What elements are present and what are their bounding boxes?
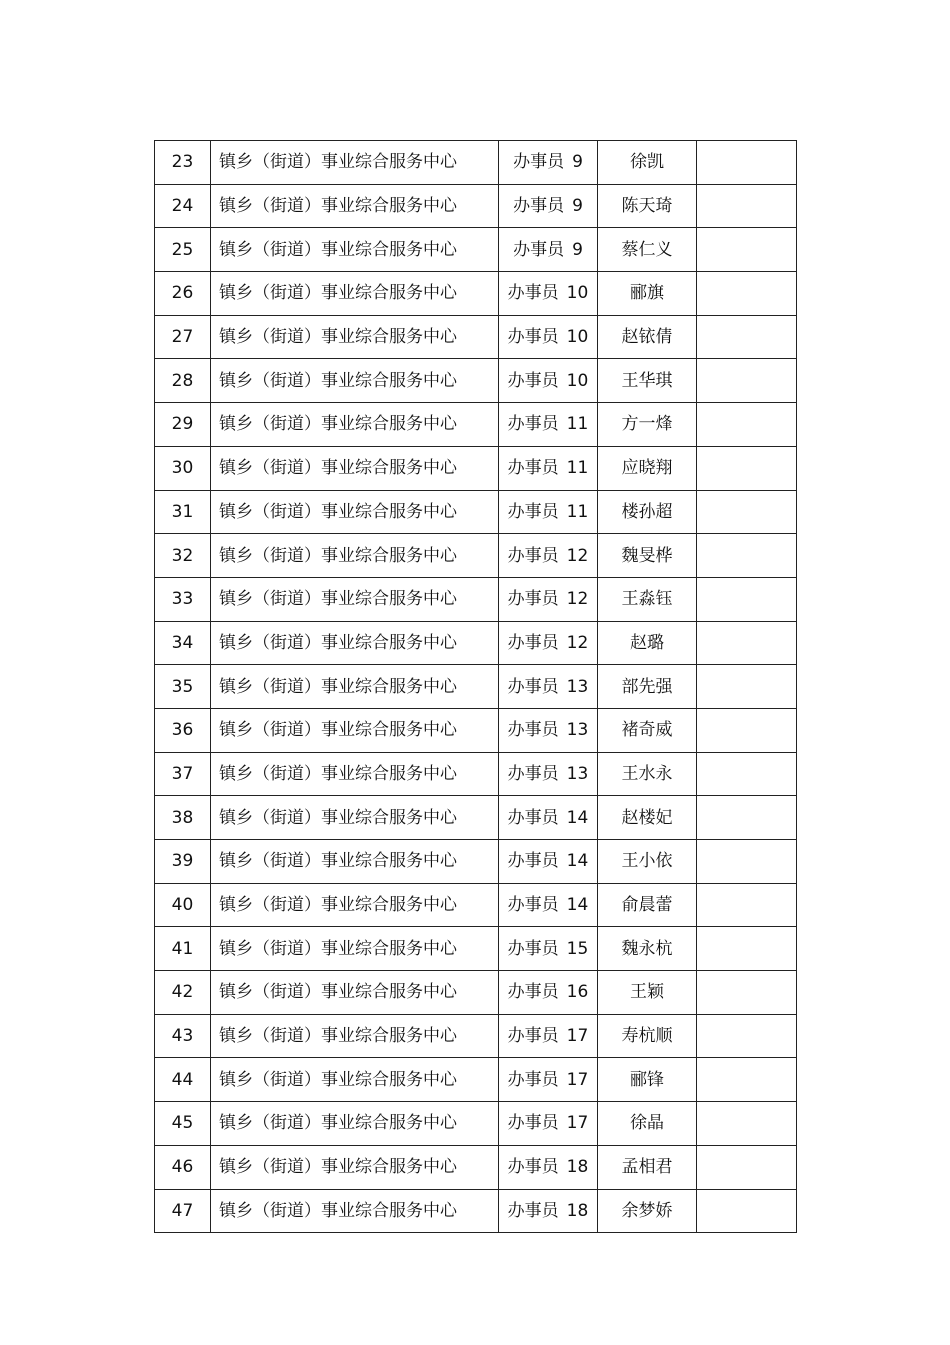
person-name-cell: 王水永: [598, 752, 697, 796]
position-number: 11: [566, 414, 589, 435]
position-number: 12: [566, 589, 589, 610]
row-number-cell: 37: [155, 752, 211, 796]
position-title: 办事员: [507, 414, 559, 435]
position-title: 办事员: [507, 763, 559, 784]
person-name-cell: 楼孙超: [598, 490, 697, 534]
position-title: 办事员: [507, 982, 559, 1003]
table-row: [155, 490, 797, 534]
remarks-cell: [697, 883, 797, 927]
position-cell: [499, 534, 598, 578]
remarks-cell: [697, 534, 797, 578]
row-number-cell: 41: [155, 927, 211, 971]
row-number-cell: 45: [155, 1102, 211, 1146]
position-number: 12: [566, 632, 589, 653]
position-title: 办事员: [513, 239, 565, 260]
remarks-cell: [697, 490, 797, 534]
remarks-cell: [697, 184, 797, 228]
person-name-cell: 徐晶: [598, 1102, 697, 1146]
table-row: [155, 534, 797, 578]
table-row: [155, 883, 797, 927]
position-number: 12: [566, 545, 589, 566]
row-number-cell: 44: [155, 1058, 211, 1102]
table-row: [155, 796, 797, 840]
unit-name-cell: 镇乡（街道）事业综合服务中心: [211, 577, 499, 621]
remarks-cell: [697, 1102, 797, 1146]
position-cell: [499, 665, 598, 709]
remarks-cell: [697, 359, 797, 403]
person-name-cell: 孟相君: [598, 1145, 697, 1189]
position-number: 9: [572, 239, 583, 260]
unit-name-cell: 镇乡（街道）事业综合服务中心: [211, 1102, 499, 1146]
row-number-cell: 43: [155, 1014, 211, 1058]
row-number-cell: 28: [155, 359, 211, 403]
position-cell: [499, 708, 598, 752]
position-title: 办事员: [507, 632, 559, 653]
remarks-cell: [697, 621, 797, 665]
person-name-cell: 寿杭顺: [598, 1014, 697, 1058]
person-name-cell: 蔡仁义: [598, 228, 697, 272]
person-name-cell: 褚奇威: [598, 708, 697, 752]
remarks-cell: [697, 1189, 797, 1233]
remarks-cell: [697, 228, 797, 272]
unit-name-cell: 镇乡（街道）事业综合服务中心: [211, 971, 499, 1015]
remarks-cell: [697, 752, 797, 796]
table-row: [155, 927, 797, 971]
position-cell: [499, 1145, 598, 1189]
person-name-cell: 王淼钰: [598, 577, 697, 621]
remarks-cell: [697, 971, 797, 1015]
row-number-cell: 32: [155, 534, 211, 578]
unit-name-cell: 镇乡（街道）事业综合服务中心: [211, 840, 499, 884]
unit-name-cell: 镇乡（街道）事业综合服务中心: [211, 1014, 499, 1058]
position-cell: [499, 796, 598, 840]
row-number-cell: 25: [155, 228, 211, 272]
position-title: 办事员: [507, 1069, 559, 1090]
position-title: 办事员: [507, 851, 559, 872]
unit-name-cell: 镇乡（街道）事业综合服务中心: [211, 665, 499, 709]
position-cell: [499, 927, 598, 971]
position-title: 办事员: [507, 1026, 559, 1047]
table-row: [155, 403, 797, 447]
remarks-cell: [697, 840, 797, 884]
roster-table: [154, 140, 797, 1233]
position-cell: [499, 490, 598, 534]
position-title: 办事员: [513, 196, 565, 217]
position-number: 13: [566, 763, 589, 784]
position-cell: [499, 621, 598, 665]
remarks-cell: [697, 1145, 797, 1189]
row-number-cell: 39: [155, 840, 211, 884]
position-number: 10: [566, 327, 589, 348]
remarks-cell: [697, 272, 797, 316]
unit-name-cell: 镇乡（街道）事业综合服务中心: [211, 1189, 499, 1233]
position-title: 办事员: [507, 545, 559, 566]
table-row: [155, 708, 797, 752]
position-cell: [499, 359, 598, 403]
remarks-cell: [697, 708, 797, 752]
unit-name-cell: 镇乡（街道）事业综合服务中心: [211, 315, 499, 359]
roster-table-body: [155, 141, 797, 1233]
unit-name-cell: 镇乡（街道）事业综合服务中心: [211, 490, 499, 534]
position-number: 13: [566, 720, 589, 741]
position-cell: [499, 272, 598, 316]
row-number-cell: 34: [155, 621, 211, 665]
position-cell: [499, 403, 598, 447]
table-row: [155, 1058, 797, 1102]
person-name-cell: 郦锋: [598, 1058, 697, 1102]
person-name-cell: 王颖: [598, 971, 697, 1015]
position-title: 办事员: [507, 327, 559, 348]
table-row: [155, 1014, 797, 1058]
remarks-cell: [697, 315, 797, 359]
person-name-cell: 应晓翔: [598, 446, 697, 490]
row-number-cell: 29: [155, 403, 211, 447]
remarks-cell: [697, 577, 797, 621]
position-title: 办事员: [507, 720, 559, 741]
table-row: [155, 272, 797, 316]
person-name-cell: 赵璐: [598, 621, 697, 665]
person-name-cell: 部先强: [598, 665, 697, 709]
position-cell: [499, 1014, 598, 1058]
table-row: [155, 1189, 797, 1233]
position-cell: [499, 184, 598, 228]
person-name-cell: 魏旻桦: [598, 534, 697, 578]
position-title: 办事员: [507, 938, 559, 959]
table-row: [155, 1102, 797, 1146]
position-cell: [499, 228, 598, 272]
table-row: [155, 577, 797, 621]
position-number: 14: [566, 851, 589, 872]
person-name-cell: 郦旗: [598, 272, 697, 316]
position-title: 办事员: [507, 1113, 559, 1134]
position-number: 11: [566, 501, 589, 522]
position-number: 9: [572, 152, 583, 173]
table-row: [155, 141, 797, 185]
table-row: [155, 446, 797, 490]
position-title: 办事员: [507, 807, 559, 828]
table-row: [155, 840, 797, 884]
position-number: 17: [566, 1026, 589, 1047]
position-title: 办事员: [507, 283, 559, 304]
position-cell: [499, 141, 598, 185]
row-number-cell: 33: [155, 577, 211, 621]
position-number: 16: [566, 982, 589, 1003]
position-title: 办事员: [507, 676, 559, 697]
remarks-cell: [697, 927, 797, 971]
position-number: 10: [566, 370, 589, 391]
row-number-cell: 47: [155, 1189, 211, 1233]
unit-name-cell: 镇乡（街道）事业综合服务中心: [211, 796, 499, 840]
row-number-cell: 40: [155, 883, 211, 927]
position-title: 办事员: [507, 589, 559, 610]
position-cell: [499, 971, 598, 1015]
position-number: 9: [572, 196, 583, 217]
position-cell: [499, 446, 598, 490]
position-number: 13: [566, 676, 589, 697]
position-cell: [499, 577, 598, 621]
position-title: 办事员: [507, 1157, 559, 1178]
position-number: 14: [566, 895, 589, 916]
unit-name-cell: 镇乡（街道）事业综合服务中心: [211, 141, 499, 185]
row-number-cell: 31: [155, 490, 211, 534]
position-title: 办事员: [507, 895, 559, 916]
remarks-cell: [697, 1058, 797, 1102]
unit-name-cell: 镇乡（街道）事业综合服务中心: [211, 184, 499, 228]
unit-name-cell: 镇乡（街道）事业综合服务中心: [211, 359, 499, 403]
unit-name-cell: 镇乡（街道）事业综合服务中心: [211, 752, 499, 796]
person-name-cell: 徐凯: [598, 141, 697, 185]
remarks-cell: [697, 403, 797, 447]
position-number: 14: [566, 807, 589, 828]
unit-name-cell: 镇乡（街道）事业综合服务中心: [211, 883, 499, 927]
row-number-cell: 24: [155, 184, 211, 228]
person-name-cell: 赵楼妃: [598, 796, 697, 840]
row-number-cell: 36: [155, 708, 211, 752]
row-number-cell: 35: [155, 665, 211, 709]
position-cell: [499, 1102, 598, 1146]
position-number: 10: [566, 283, 589, 304]
position-number: 11: [566, 458, 589, 479]
table-row: [155, 665, 797, 709]
table-row: [155, 971, 797, 1015]
position-cell: [499, 752, 598, 796]
unit-name-cell: 镇乡（街道）事业综合服务中心: [211, 228, 499, 272]
table-row: [155, 752, 797, 796]
row-number-cell: 26: [155, 272, 211, 316]
position-cell: [499, 883, 598, 927]
unit-name-cell: 镇乡（街道）事业综合服务中心: [211, 1058, 499, 1102]
person-name-cell: 魏永杭: [598, 927, 697, 971]
person-name-cell: 王小依: [598, 840, 697, 884]
person-name-cell: 赵铱倩: [598, 315, 697, 359]
position-title: 办事员: [513, 152, 565, 173]
position-title: 办事员: [507, 1200, 559, 1221]
unit-name-cell: 镇乡（街道）事业综合服务中心: [211, 927, 499, 971]
position-cell: [499, 315, 598, 359]
row-number-cell: 46: [155, 1145, 211, 1189]
position-cell: [499, 1058, 598, 1102]
table-row: [155, 1145, 797, 1189]
remarks-cell: [697, 665, 797, 709]
person-name-cell: 陈天琦: [598, 184, 697, 228]
unit-name-cell: 镇乡（街道）事业综合服务中心: [211, 1145, 499, 1189]
remarks-cell: [697, 141, 797, 185]
row-number-cell: 27: [155, 315, 211, 359]
position-title: 办事员: [507, 370, 559, 391]
position-number: 18: [566, 1200, 589, 1221]
table-row: [155, 621, 797, 665]
position-number: 15: [566, 938, 589, 959]
row-number-cell: 38: [155, 796, 211, 840]
unit-name-cell: 镇乡（街道）事业综合服务中心: [211, 534, 499, 578]
unit-name-cell: 镇乡（街道）事业综合服务中心: [211, 621, 499, 665]
table-row: [155, 315, 797, 359]
table-row: [155, 359, 797, 403]
row-number-cell: 23: [155, 141, 211, 185]
position-number: 17: [566, 1113, 589, 1134]
person-name-cell: 余梦娇: [598, 1189, 697, 1233]
person-name-cell: 方一烽: [598, 403, 697, 447]
unit-name-cell: 镇乡（街道）事业综合服务中心: [211, 446, 499, 490]
table-row: [155, 184, 797, 228]
position-cell: [499, 840, 598, 884]
unit-name-cell: 镇乡（街道）事业综合服务中心: [211, 708, 499, 752]
row-number-cell: 30: [155, 446, 211, 490]
table-row: [155, 228, 797, 272]
position-title: 办事员: [507, 501, 559, 522]
unit-name-cell: 镇乡（街道）事业综合服务中心: [211, 272, 499, 316]
row-number-cell: 42: [155, 971, 211, 1015]
position-cell: [499, 1189, 598, 1233]
position-number: 18: [566, 1157, 589, 1178]
remarks-cell: [697, 796, 797, 840]
unit-name-cell: 镇乡（街道）事业综合服务中心: [211, 403, 499, 447]
position-number: 17: [566, 1069, 589, 1090]
remarks-cell: [697, 446, 797, 490]
remarks-cell: [697, 1014, 797, 1058]
person-name-cell: 俞晨蕾: [598, 883, 697, 927]
position-title: 办事员: [507, 458, 559, 479]
person-name-cell: 王华琪: [598, 359, 697, 403]
